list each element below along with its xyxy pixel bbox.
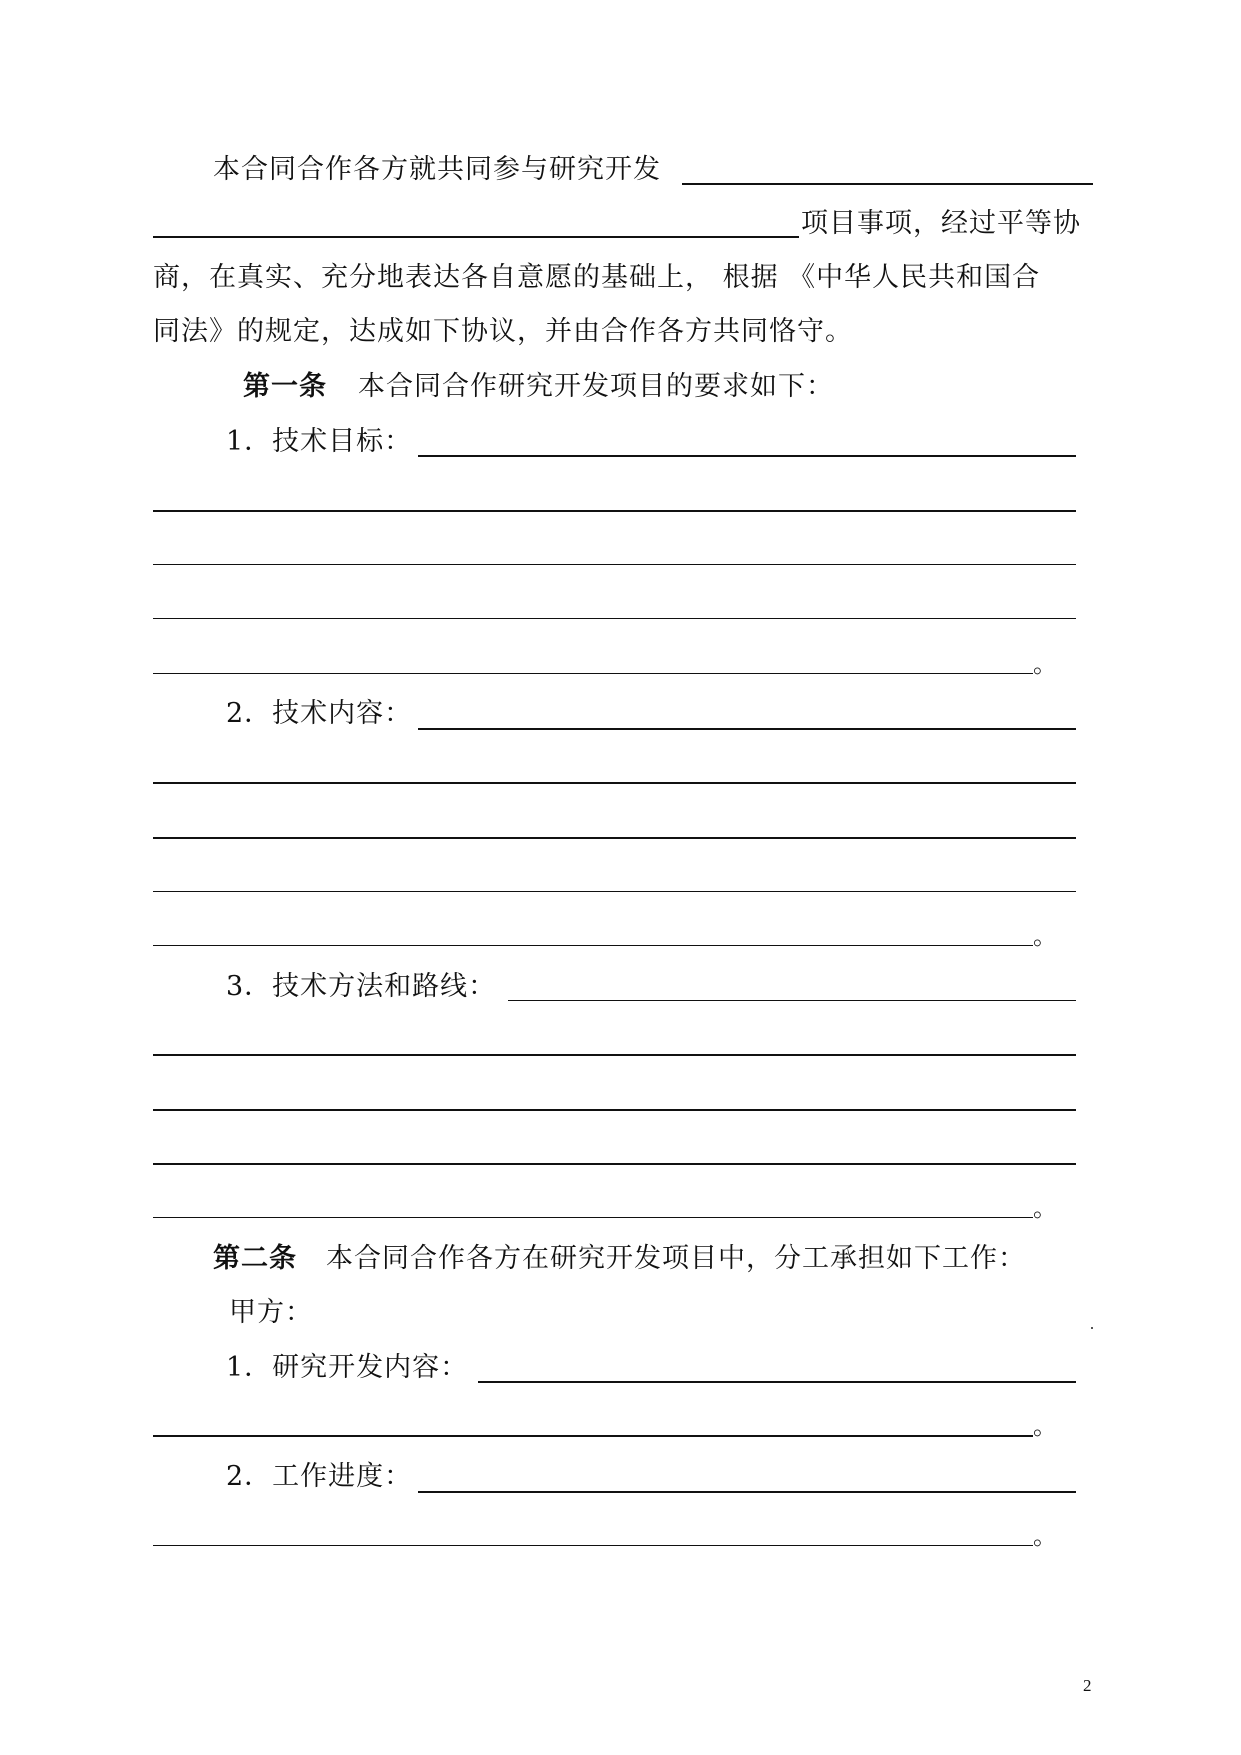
stray-dot	[1091, 1327, 1093, 1329]
blank-technical-goal-2[interactable]	[153, 510, 1076, 512]
intro-line-1: 本合同合作各方就共同参与研究开发	[213, 154, 661, 185]
blank-technical-goal-5[interactable]	[153, 673, 1033, 674]
item-technical-content-label: 2．技术内容：	[226, 698, 413, 729]
blank-technical-method-2[interactable]	[153, 1054, 1076, 1056]
item-rd-content-label: 1．研究开发内容：	[226, 1352, 469, 1383]
blank-technical-content-5[interactable]	[153, 945, 1033, 946]
period-mark: 。	[1033, 1194, 1057, 1222]
article-1-heading: 第一条	[243, 371, 327, 402]
intro-line-4: 同法》的规定，达成如下协议，并由合作各方共同恪守。	[153, 316, 853, 347]
article-2-text: 本合同合作各方在研究开发项目中，分工承担如下工作：	[326, 1243, 1026, 1274]
blank-project-name-2[interactable]	[153, 236, 799, 238]
period-mark: 。	[1033, 1412, 1057, 1440]
blank-technical-goal-1[interactable]	[418, 455, 1076, 457]
blank-technical-content-1[interactable]	[418, 728, 1076, 730]
intro-line-3: 商，在真实、充分地表达各自意愿的基础上， 根据 《中华人民共和国合	[153, 262, 1041, 293]
blank-technical-content-2[interactable]	[153, 782, 1076, 784]
blank-technical-method-3[interactable]	[153, 1109, 1076, 1111]
blank-rd-content-2[interactable]	[153, 1435, 1033, 1437]
article-2-heading: 第二条	[213, 1243, 297, 1274]
item-work-schedule-label: 2．工作进度：	[226, 1461, 413, 1492]
period-mark: 。	[1033, 1522, 1057, 1550]
period-mark: 。	[1033, 922, 1057, 950]
intro-line-2-tail: 项目事项，经过平等协	[801, 208, 1081, 239]
blank-technical-goal-3[interactable]	[153, 564, 1076, 565]
party-a-label: 甲方：	[229, 1297, 313, 1328]
blank-technical-goal-4[interactable]	[153, 618, 1076, 619]
blank-technical-content-3[interactable]	[153, 837, 1076, 839]
blank-technical-method-4[interactable]	[153, 1163, 1076, 1165]
blank-work-schedule-1[interactable]	[418, 1491, 1076, 1493]
item-technical-method-label: 3．技术方法和路线：	[226, 971, 497, 1002]
blank-project-name-1[interactable]	[682, 183, 1093, 185]
blank-technical-content-4[interactable]	[153, 891, 1076, 892]
blank-rd-content-1[interactable]	[478, 1381, 1076, 1383]
page-number: 2	[1083, 1676, 1092, 1695]
item-technical-goal-label: 1．技术目标：	[226, 426, 413, 457]
blank-technical-method-5[interactable]	[153, 1217, 1033, 1218]
period-mark: 。	[1033, 650, 1057, 678]
article-1-text: 本合同合作研究开发项目的要求如下：	[358, 371, 834, 402]
blank-work-schedule-2[interactable]	[153, 1545, 1033, 1546]
blank-technical-method-1[interactable]	[508, 1000, 1076, 1001]
